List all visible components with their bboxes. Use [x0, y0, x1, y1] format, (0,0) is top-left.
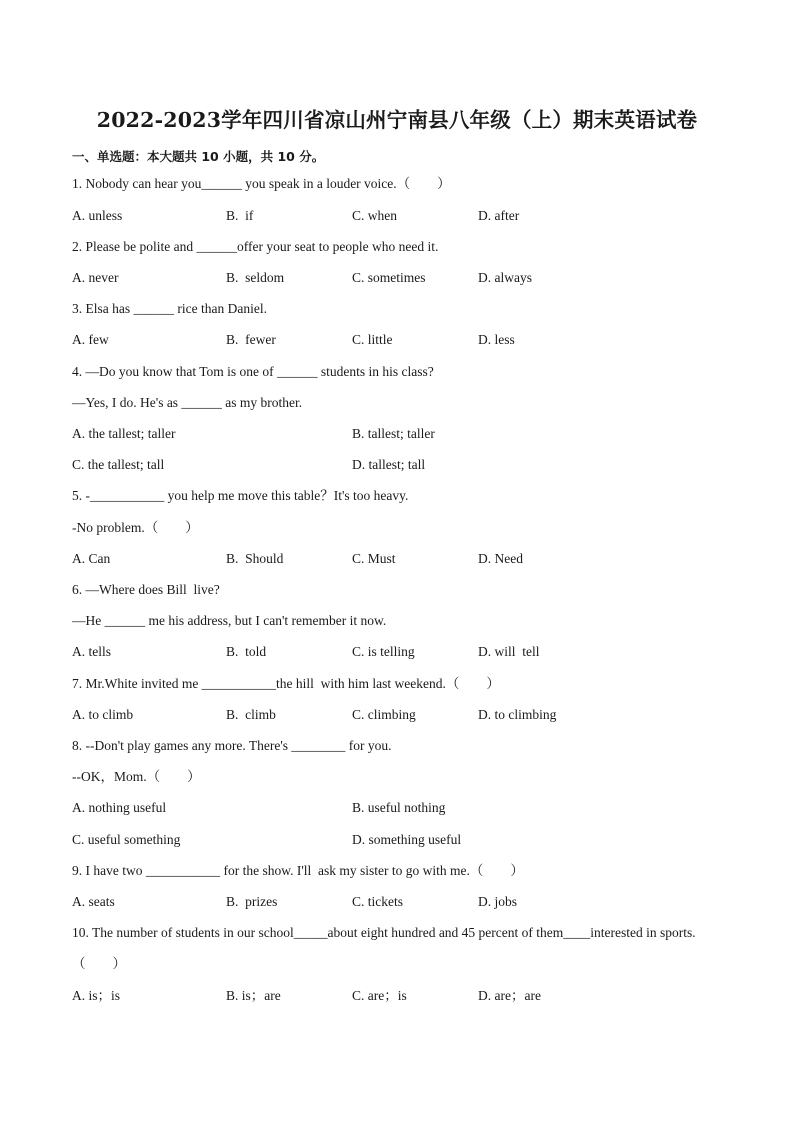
question-3-option-c: C. little: [352, 332, 393, 347]
question-4-option-d: D. tallest; tall: [352, 457, 426, 472]
section-heading: 一、单选题：本大题共 10 小题，共 10 分。: [72, 149, 325, 164]
question-5-option-c: C. Must: [352, 551, 396, 566]
question-2-option-a: A. never: [72, 270, 119, 285]
question-8-option-c: C. useful something: [72, 832, 181, 847]
question-8-option-b: B. useful nothing: [352, 800, 446, 815]
question-10-option-a: A. is；is: [72, 988, 121, 1003]
question-3-option-b: B. fewer: [226, 332, 276, 347]
question-7-text: 7. Mr.White invited me ___________the hill with him last weekend.（ ）: [72, 676, 500, 691]
question-7-option-c: C. climbing: [352, 707, 416, 722]
question-2-text: 2. Please be polite and ______offer your seat to people who need it.: [72, 239, 439, 254]
question-4-text-line-2: —Yes, I do. He's as ______ as my brother.: [72, 395, 303, 410]
question-7-option-d: D. to climbing: [478, 707, 557, 722]
question-10-text: 10. The number of students in our school_____about eight hundred and 45 percent of them____interested in sports.: [72, 925, 696, 940]
question-10-option-d: D. are；are: [478, 988, 541, 1003]
question-8-text: 8. --Don't play games any more. There's ________ for you.: [72, 738, 392, 753]
question-1-option-b: B. if: [226, 208, 254, 223]
page-title: 2022-2023学年四川省凉山州宁南县八年级（上）期末英语试卷: [96, 108, 698, 132]
question-2-option-d: D. always: [478, 270, 532, 285]
question-7-option-b: B. climb: [226, 707, 276, 722]
question-5-text: 5. -___________ you help me move this table？It's too heavy.: [72, 488, 409, 503]
question-4-option-a: A. the tallest; taller: [72, 426, 176, 441]
question-9-option-a: A. seats: [72, 894, 115, 909]
question-6-option-c: C. is telling: [352, 644, 415, 659]
question-9-option-c: C. tickets: [352, 894, 403, 909]
question-3-text: 3. Elsa has ______ rice than Daniel.: [72, 301, 267, 316]
question-7-option-a: A. to climb: [72, 707, 134, 722]
question-5-option-a: A. Can: [72, 551, 111, 566]
question-5-option-b: B. Should: [226, 551, 284, 566]
question-6-option-d: D. will tell: [478, 644, 540, 659]
question-9-option-d: D. jobs: [478, 894, 518, 909]
question-6-option-b: B. told: [226, 644, 267, 659]
question-4-option-c: C. the tallest; tall: [72, 457, 165, 472]
question-8-text-line-2: --OK，Mom.（ ）: [72, 769, 201, 784]
question-6-text-line-2: —He ______ me his address, but I can't remember it now.: [72, 613, 387, 628]
question-1-text: 1. Nobody can hear you______ you speak in a louder voice.（ ）: [72, 176, 451, 191]
question-9-text: 9. I have two ___________ for the show. I'll ask my sister to go with me.（ ）: [72, 863, 524, 878]
question-5-text-line-2: -No problem.（ ）: [72, 520, 199, 535]
question-9-option-b: B. prizes: [226, 894, 278, 909]
question-5-option-d: D. Need: [478, 551, 523, 566]
question-2-option-b: B. seldom: [226, 270, 285, 285]
question-1-option-a: A. unless: [72, 208, 123, 223]
question-4-text: 4. —Do you know that Tom is one of ______ students in his class?: [72, 364, 434, 379]
question-4-option-b: B. tallest; taller: [352, 426, 435, 441]
question-10-option-b: B. is；are: [226, 988, 281, 1003]
question-3-option-a: A. few: [72, 332, 109, 347]
question-10-text-line-2: （ ）: [72, 956, 126, 971]
question-6-text: 6. —Where does Bill live?: [72, 582, 220, 597]
question-8-option-d: D. something useful: [352, 832, 462, 847]
question-10-option-c: C. are；is: [352, 988, 407, 1003]
question-1-option-c: C. when: [352, 208, 397, 223]
question-8-option-a: A. nothing useful: [72, 800, 167, 815]
question-3-option-d: D. less: [478, 332, 515, 347]
question-2-option-c: C. sometimes: [352, 270, 426, 285]
question-6-option-a: A. tells: [72, 644, 111, 659]
question-1-option-d: D. after: [478, 208, 520, 223]
